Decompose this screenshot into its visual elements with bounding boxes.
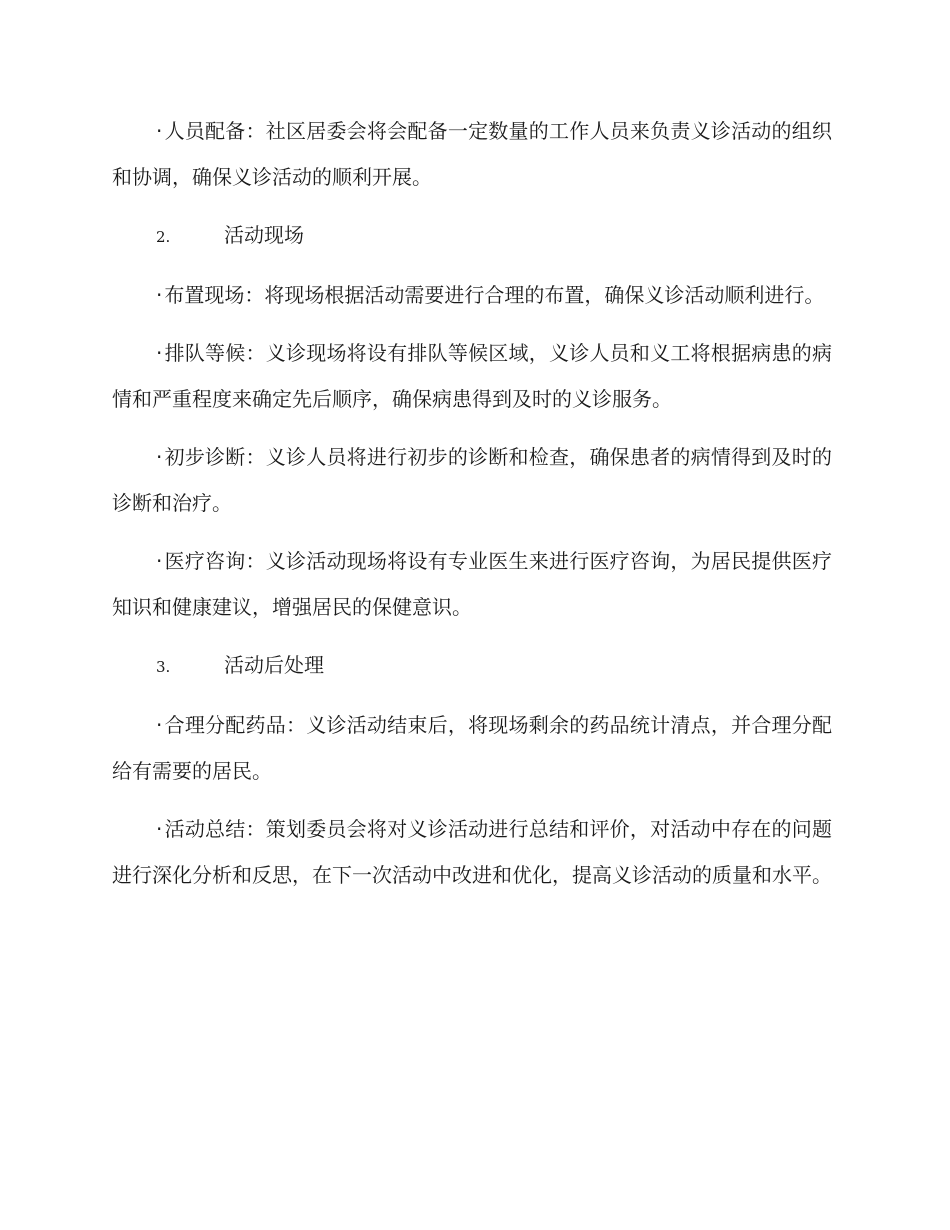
bullet-dot: · (156, 817, 163, 841)
bullet-dot: · (156, 445, 163, 469)
paragraph-queueing (112, 330, 832, 422)
paragraph-medical-consultation (112, 538, 832, 630)
section-number: 2. (156, 228, 171, 246)
paragraph-text: 人员配备：社区居委会将会配备一定数量的工作人员来负责义诊活动的组织和协调，确保义诊活动的顺利开展。 (112, 119, 832, 189)
paragraph-staffing (112, 108, 832, 200)
paragraph-text: 排队等候：义诊现场将设有排队等候区域，义诊人员和义工将根据病患的病情和严重程度来确定先后顺序，确保病患得到及时的义诊服务。 (112, 341, 832, 411)
paragraph-site-setup (112, 272, 832, 318)
bullet-dot: · (156, 713, 163, 737)
paragraph-text: 活动总结：策划委员会将对义诊活动进行总结和评价，对活动中存在的问题进行深化分析和反思，在下一次活动中改进和优化，提高义诊活动的质量和水平。 (112, 817, 832, 887)
paragraph-text: 医疗咨询：义诊活动现场将设有专业医生来进行医疗咨询，为居民提供医疗知识和健康建议，增强居民的保健意识。 (112, 549, 832, 619)
paragraph-initial-diagnosis (112, 434, 832, 526)
section-heading-3 (112, 642, 832, 690)
bullet-dot: · (156, 283, 163, 307)
bullet-dot: · (156, 119, 163, 143)
bullet-dot: · (156, 341, 163, 365)
paragraph-activity-summary (112, 806, 832, 898)
paragraph-text: 布置现场：将现场根据活动需要进行合理的布置，确保义诊活动顺利进行。 (164, 283, 825, 307)
bullet-dot: · (156, 549, 163, 573)
paragraph-text: 合理分配药品：义诊活动结束后，将现场剩余的药品统计清点，并合理分配给有需要的居民。 (112, 713, 832, 783)
section-heading-2 (112, 212, 832, 260)
section-title: 活动后处理 (224, 653, 324, 677)
section-number: 3. (156, 658, 171, 676)
section-title: 活动现场 (224, 223, 304, 247)
paragraph-text: 初步诊断：义诊人员将进行初步的诊断和检查，确保患者的病情得到及时的诊断和治疗。 (112, 445, 832, 515)
paragraph-medicine-distribution (112, 702, 832, 794)
document-body (112, 108, 832, 910)
